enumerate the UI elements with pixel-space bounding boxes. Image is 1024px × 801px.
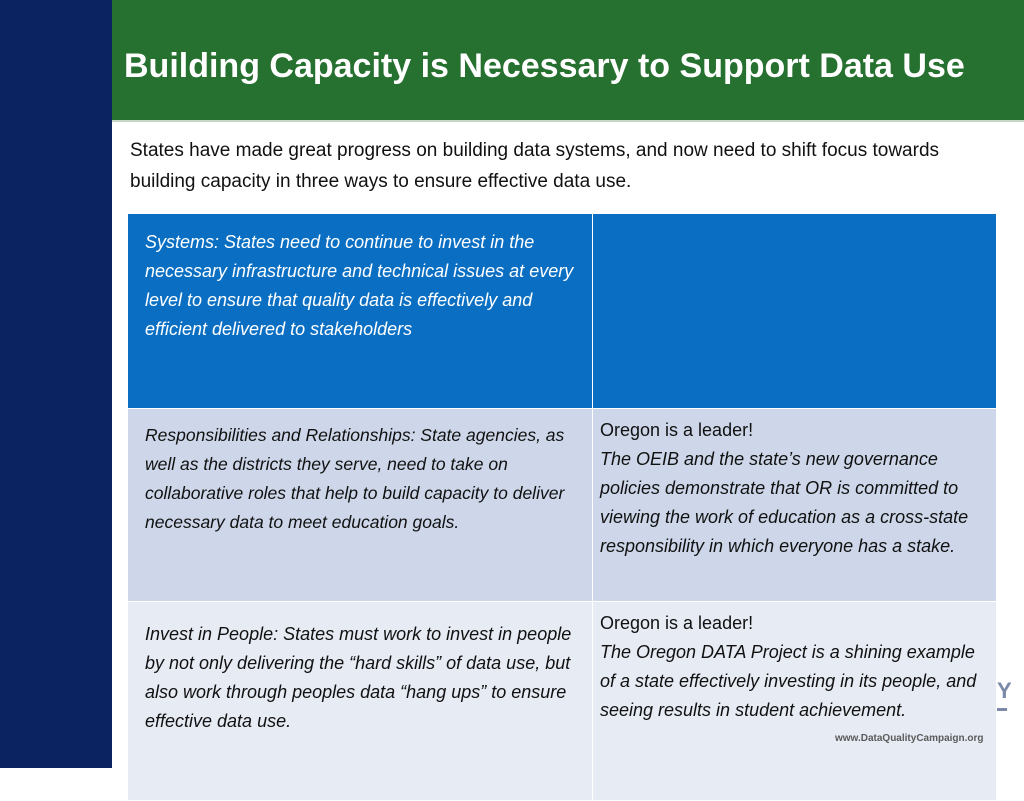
leader-heading: Oregon is a leader! bbox=[600, 613, 754, 633]
leader-detail: The Oregon DATA Project is a shining example of a state effectively investing in its people, and seeing results in student achievement. bbox=[600, 642, 977, 720]
table-cell-systems: Systems: States need to continue to invest in the necessary infrastructure and technical issues at every level to ensure that quality data is effectively and efficient delivered to stakeholders bbox=[128, 214, 593, 409]
table-row bbox=[128, 602, 997, 801]
intro-text: States have made great progress on building data systems, and now need to shift focus towards building capacity in three ways to ensure effective data use. bbox=[130, 140, 940, 192]
leader-heading: Oregon is a leader! bbox=[600, 420, 754, 440]
capacity-table bbox=[127, 213, 997, 801]
leader-detail: The OEIB and the state’s new governance policies demonstrate that OR is committed to viewing the work of education as a cross-state responsibility in which everyone has a stake. bbox=[600, 449, 969, 556]
footer-url: www.DataQualityCampaign.org bbox=[835, 733, 984, 744]
table-row bbox=[128, 409, 997, 602]
table-cell-responsibilities: Responsibilities and Relationships: State agencies, as well as the districts they serve, need to take on collaborative roles that help to build capacity to deliver necessary data to meet education goals. bbox=[128, 409, 593, 602]
table-cell-invest-in-people-example bbox=[593, 602, 997, 801]
table-cell-responsibilities-example bbox=[593, 409, 997, 602]
logo-mark bbox=[997, 708, 1007, 711]
logo-letter: Y bbox=[997, 678, 1012, 703]
table-cell-systems-example bbox=[593, 214, 997, 409]
title-banner bbox=[112, 0, 1024, 122]
table-row bbox=[128, 214, 997, 409]
dqc-logo-fragment bbox=[997, 680, 1013, 716]
slide-title: Building Capacity is Necessary to Support Data Use bbox=[124, 47, 965, 85]
left-sidebar-band bbox=[0, 0, 112, 768]
table-cell-invest-in-people: Invest in People: States must work to invest in people by not only delivering the “hard skills” of data use, but also work through peoples data “hang ups” to ensure effective data use. bbox=[128, 602, 593, 801]
